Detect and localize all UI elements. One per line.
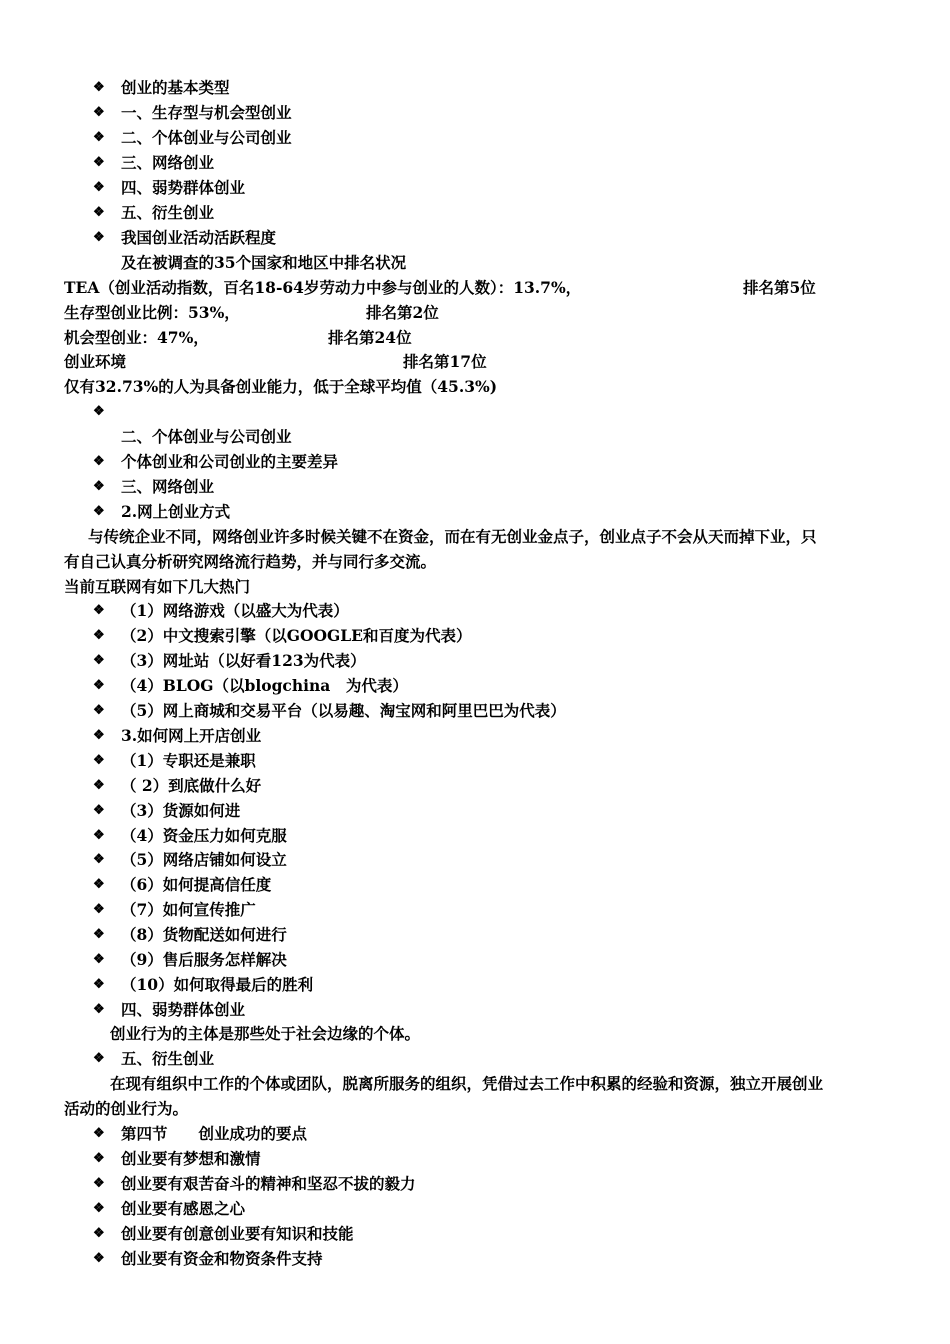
diamond-bullet-icon: ❖ xyxy=(93,1051,105,1066)
stat-label: 创业环境 xyxy=(64,352,127,371)
bullet-text: 创业要有梦想和激情 xyxy=(121,1149,261,1168)
diamond-bullet-icon: ❖ xyxy=(93,977,105,992)
bullet-text: 创业要有感恩之心 xyxy=(121,1199,246,1218)
line-text: 仅有32.73%的人为具备创业能力，低于全球平均值（45.3%) xyxy=(64,377,498,396)
text-line xyxy=(64,552,436,572)
bullet-text: （9）售后服务怎样解决 xyxy=(121,950,287,969)
bullet-text: （3）货源如何进 xyxy=(121,801,241,820)
line-text: 及在被调查的35个国家和地区中排名状况 xyxy=(121,253,407,272)
diamond-bullet-icon: ❖ xyxy=(93,728,105,743)
diamond-bullet-icon: ❖ xyxy=(93,1251,105,1266)
diamond-bullet-icon: ❖ xyxy=(93,753,105,768)
diamond-bullet-icon: ❖ xyxy=(93,404,105,419)
bullet-text: （5）网络店铺如何设立 xyxy=(121,850,287,869)
diamond-bullet-icon: ❖ xyxy=(93,902,105,917)
line-text: 有自己认真分析研究网络流行趋势，并与同行多交流。 xyxy=(64,552,437,571)
diamond-bullet-icon: ❖ xyxy=(93,155,105,170)
bullet-text: （ 2）到底做什么好 xyxy=(121,776,262,795)
text-line xyxy=(88,527,817,547)
stat-row xyxy=(0,303,950,323)
bullet-text: 一、生存型与机会型创业 xyxy=(121,103,292,122)
line-text: 在现有组织中工作的个体或团队，脱离所服务的组织，凭借过去工作中积累的经验和资源，独立开展创业 xyxy=(110,1074,824,1093)
line-text: 二、个体创业与公司创业 xyxy=(121,427,292,446)
stat-label: TEA（创业活动指数，百名18-64岁劳动力中参与创业的人数）：13.7%， xyxy=(64,278,582,297)
bullet-text: 创业要有资金和物资条件支持 xyxy=(121,1249,323,1268)
diamond-bullet-icon: ❖ xyxy=(93,852,105,867)
diamond-bullet-icon: ❖ xyxy=(93,105,105,120)
diamond-bullet-icon: ❖ xyxy=(93,205,105,220)
bullet-text: （1）专职还是兼职 xyxy=(121,751,256,770)
bullet-text: 四、弱势群体创业 xyxy=(121,178,246,197)
stat-rank: 排名第17位 xyxy=(403,352,487,371)
bullet-text: 三、网络创业 xyxy=(121,153,215,172)
text-line xyxy=(64,1099,188,1119)
bullet-text: （3）网址站（以好看123为代表） xyxy=(121,651,366,670)
bullet-text: （8）货物配送如何进行 xyxy=(121,925,287,944)
bullet-text: 创业要有创意创业要有知识和技能 xyxy=(121,1224,354,1243)
stat-row xyxy=(0,328,950,348)
diamond-bullet-icon: ❖ xyxy=(93,1176,105,1191)
diamond-bullet-icon: ❖ xyxy=(93,678,105,693)
bullet-text: （10）如何取得最后的胜利 xyxy=(121,975,314,994)
bullet-text: 我国创业活动活跃程度 xyxy=(121,228,277,247)
diamond-bullet-icon: ❖ xyxy=(93,803,105,818)
bullet-text: 二、个体创业与公司创业 xyxy=(121,128,292,147)
bullet-text: 五、衍生创业 xyxy=(121,203,215,222)
bullet-text: 第四节 创业成功的要点 xyxy=(121,1124,308,1143)
text-line xyxy=(110,1074,823,1094)
bullet-text: 四、弱势群体创业 xyxy=(121,1000,246,1019)
diamond-bullet-icon: ❖ xyxy=(93,1226,105,1241)
stat-row xyxy=(0,278,950,298)
diamond-bullet-icon: ❖ xyxy=(93,504,105,519)
diamond-bullet-icon: ❖ xyxy=(93,130,105,145)
diamond-bullet-icon: ❖ xyxy=(93,80,105,95)
bullet-text: 个体创业和公司创业的主要差异 xyxy=(121,452,339,471)
diamond-bullet-icon: ❖ xyxy=(93,952,105,967)
bullet-text: （4）BLOG（以blogchina 为代表） xyxy=(121,676,408,695)
bullet-text: 创业要有艰苦奋斗的精神和坚忍不拔的毅力 xyxy=(121,1174,416,1193)
text-line xyxy=(64,577,250,597)
stat-rank: 排名第24位 xyxy=(328,328,412,347)
text-line xyxy=(64,377,497,397)
text-line xyxy=(121,253,406,273)
bullet-text: （2）中文搜索引擎（以GOOGLE和百度为代表） xyxy=(121,626,472,645)
diamond-bullet-icon: ❖ xyxy=(93,703,105,718)
stat-label: 生存型创业比例：53%， xyxy=(64,303,240,322)
bullet-text: 2.网上创业方式 xyxy=(121,502,231,521)
stat-row xyxy=(0,352,950,372)
line-text: 活动的创业行为。 xyxy=(64,1099,189,1118)
diamond-bullet-icon: ❖ xyxy=(93,653,105,668)
diamond-bullet-icon: ❖ xyxy=(93,230,105,245)
bullet-text: （5）网上商城和交易平台（以易趣、淘宝网和阿里巴巴为代表） xyxy=(121,701,566,720)
diamond-bullet-icon: ❖ xyxy=(93,877,105,892)
stat-label: 机会型创业：47%， xyxy=(64,328,209,347)
diamond-bullet-icon: ❖ xyxy=(93,828,105,843)
bullet-text: 创业的基本类型 xyxy=(121,78,230,97)
diamond-bullet-icon: ❖ xyxy=(93,628,105,643)
diamond-bullet-icon: ❖ xyxy=(93,1201,105,1216)
line-text: 创业行为的主体是那些处于社会边缘的个体。 xyxy=(110,1024,421,1043)
diamond-bullet-icon: ❖ xyxy=(93,778,105,793)
diamond-bullet-icon: ❖ xyxy=(93,1126,105,1141)
bullet-text: （7）如何宣传推广 xyxy=(121,900,256,919)
stat-rank: 排名第2位 xyxy=(366,303,439,322)
bullet-text: （4）资金压力如何克服 xyxy=(121,826,287,845)
stat-rank: 排名第5位 xyxy=(743,278,816,297)
bullet-text: （6）如何提高信任度 xyxy=(121,875,272,894)
bullet-text: 三、网络创业 xyxy=(121,477,215,496)
text-line xyxy=(110,1024,420,1044)
line-text: 与传统企业不同，网络创业许多时候关键不在资金，而在有无创业金点子，创业点子不会从天而掉下业，只 xyxy=(88,527,817,546)
bullet-text: 3.如何网上开店创业 xyxy=(121,726,262,745)
diamond-bullet-icon: ❖ xyxy=(93,479,105,494)
diamond-bullet-icon: ❖ xyxy=(93,1002,105,1017)
diamond-bullet-icon: ❖ xyxy=(93,1151,105,1166)
bullet-text: （1）网络游戏（以盛大为代表） xyxy=(121,601,349,620)
diamond-bullet-icon: ❖ xyxy=(93,603,105,618)
diamond-bullet-icon: ❖ xyxy=(93,927,105,942)
bullet-text: 五、衍生创业 xyxy=(121,1049,215,1068)
text-line xyxy=(121,427,292,447)
diamond-bullet-icon: ❖ xyxy=(93,454,105,469)
diamond-bullet-icon: ❖ xyxy=(93,180,105,195)
line-text: 当前互联网有如下几大热门 xyxy=(64,577,251,596)
